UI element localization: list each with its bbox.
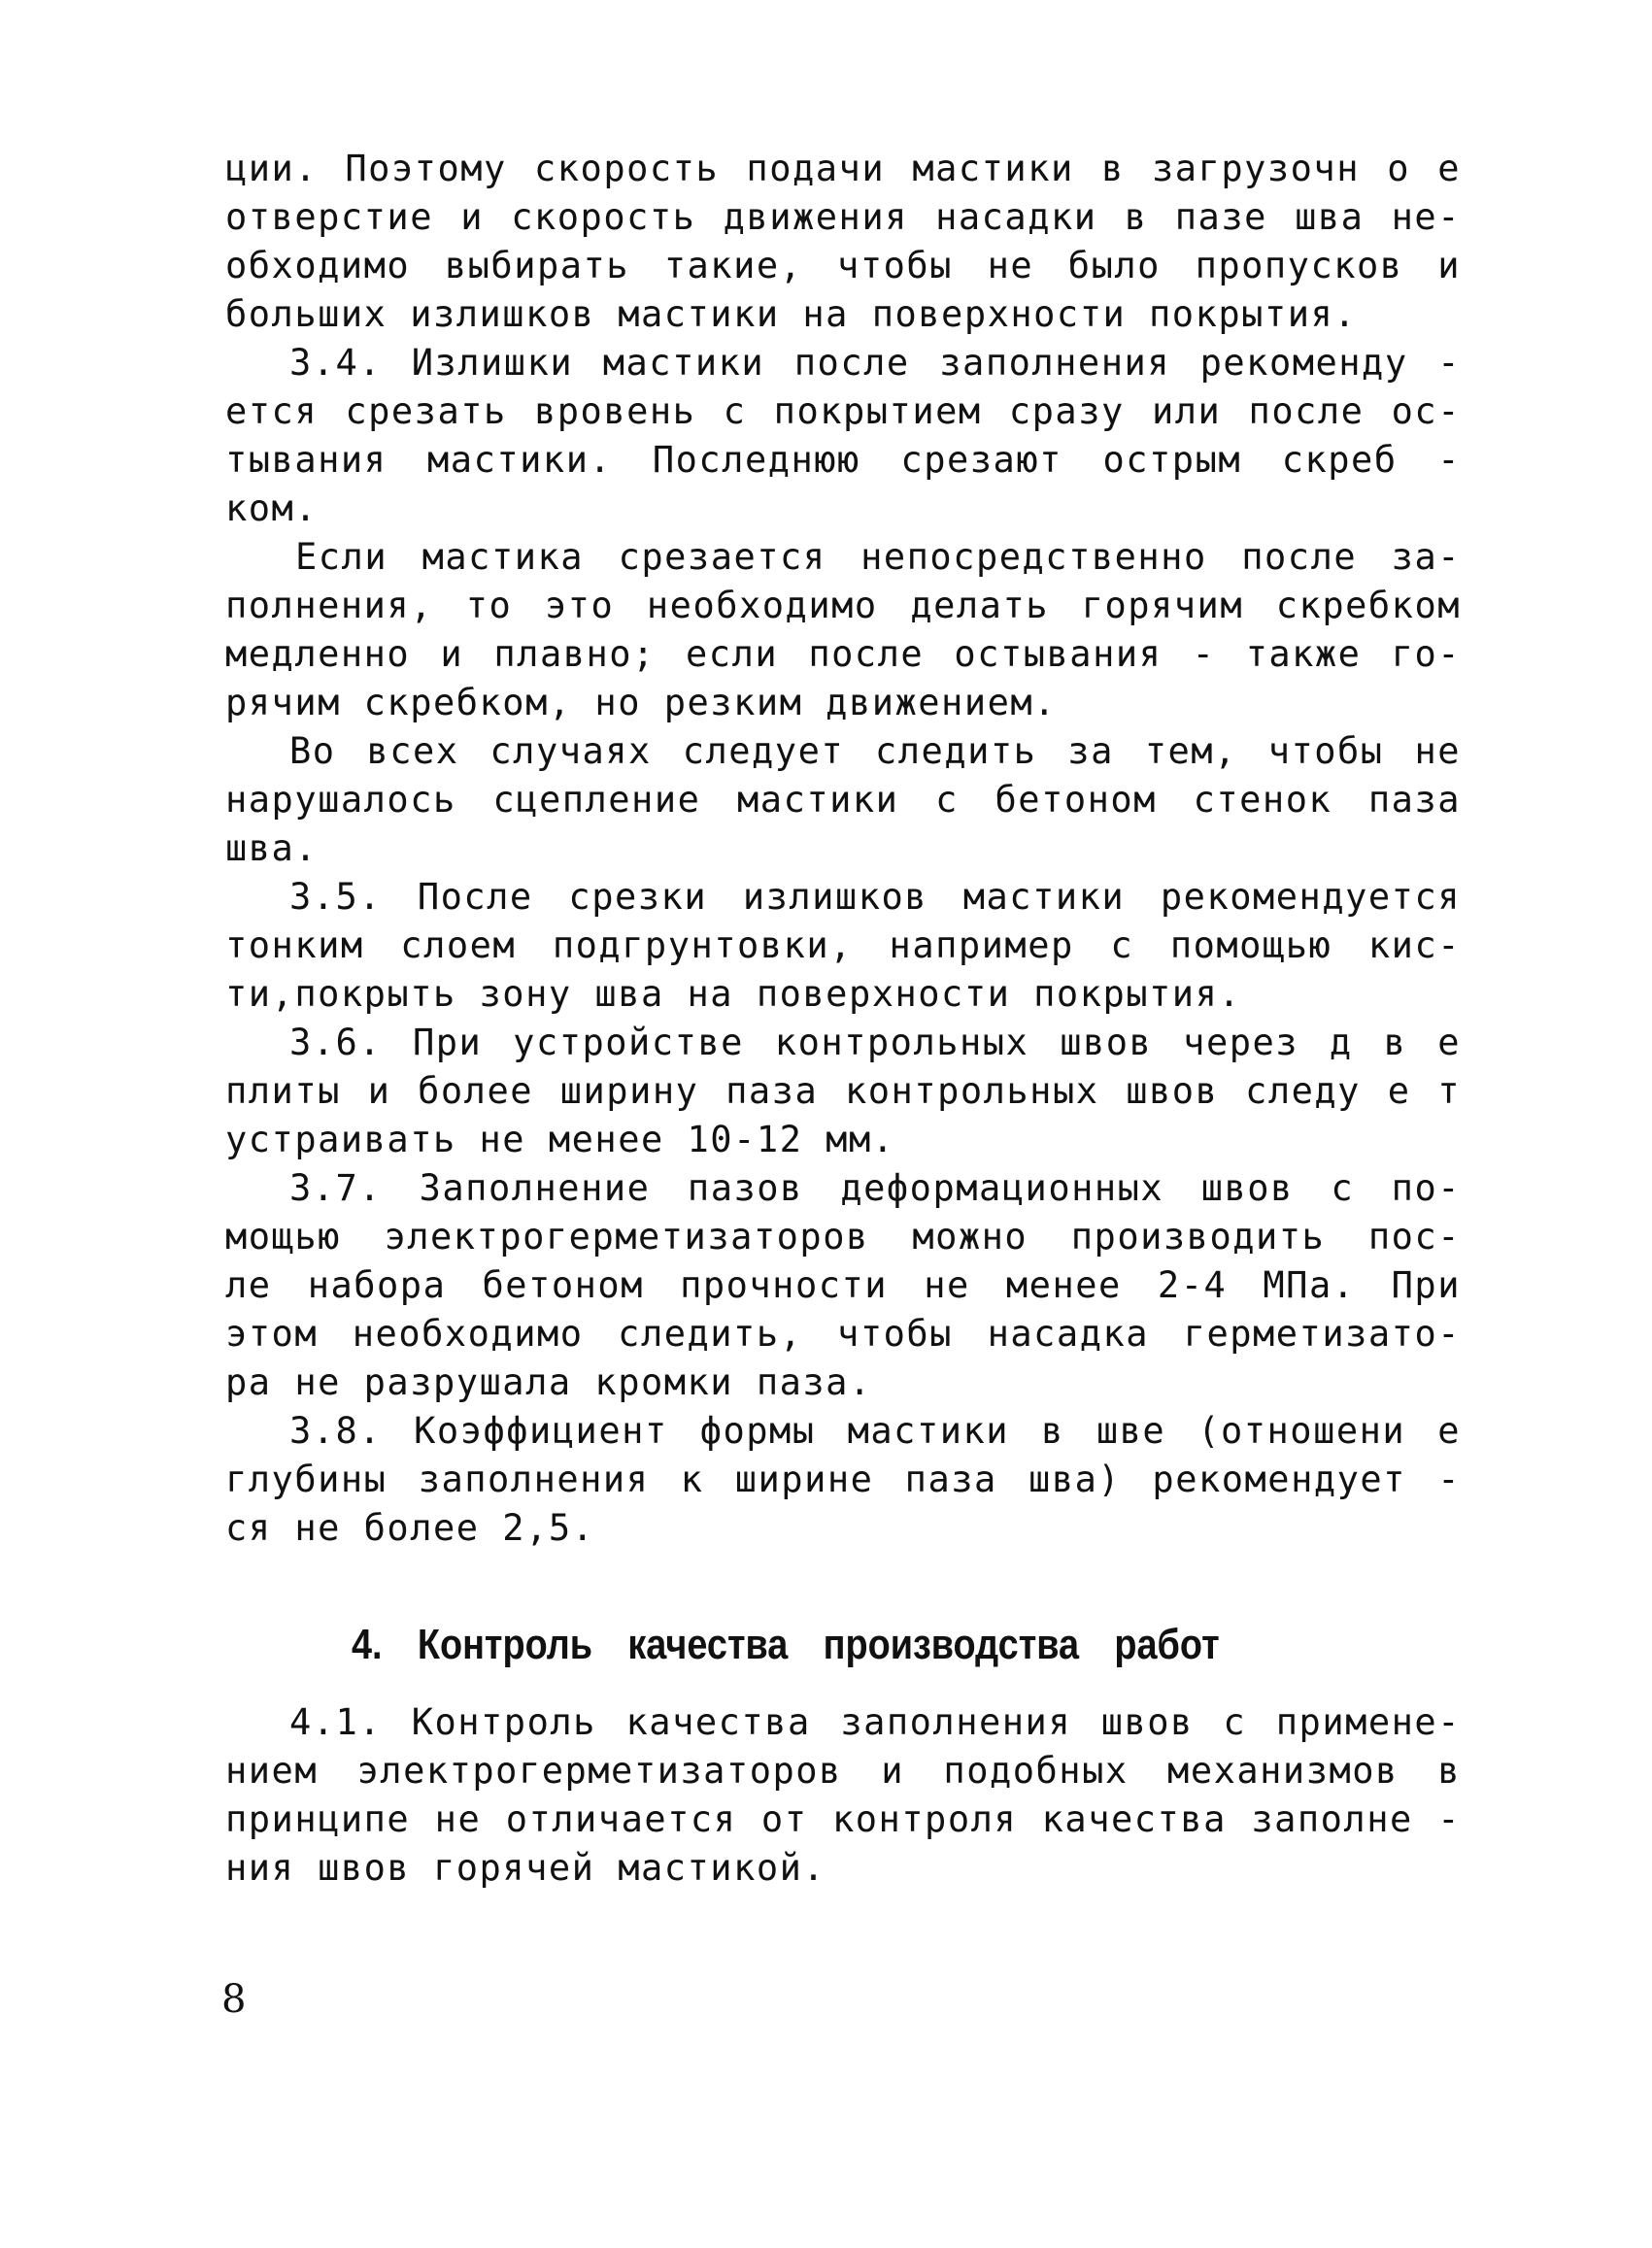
text-line: ции. Поэтому скорость подачи мастики в загрузочн о е — [225, 148, 1461, 189]
text-line: плиты и более ширину паза контрольных швов следу е т — [225, 1070, 1461, 1112]
text-line: отверстие и скорость движения насадки в пазе шва не- — [225, 196, 1461, 238]
clause-3-4-line: 3.4. Излишки мастики после заполнения рекоменду - — [289, 342, 1461, 384]
clause-4-1-line: 4.1. Контроль качества заполнения швов с примене- — [289, 1701, 1461, 1743]
text-line: медленно и плавно; если после остывания - также го- — [225, 633, 1461, 675]
text-line: устраивать не менее 10-12 мм. — [225, 1119, 895, 1160]
text-line: мощью электрогерметизаторов можно производить пос- — [225, 1216, 1461, 1258]
text-line: ется срезать вровень с покрытием сразу или после ос- — [225, 390, 1461, 432]
text-line: ра не разрушала кромки паза. — [225, 1361, 872, 1403]
text-line: нарушалось сцепление мастики с бетоном стенок паза — [225, 779, 1461, 821]
text-line: обходимо выбирать такие, чтобы не было пропусков и — [225, 245, 1461, 286]
text-line: глубины заполнения к ширине паза шва) рекомендует - — [225, 1459, 1461, 1500]
text-line: Если мастика срезается непосредственно после за- — [295, 536, 1461, 578]
text-line: принципе не отличается от контроля качества заполне - — [225, 1798, 1461, 1840]
text-line: этом необходимо следить, чтобы насадка герметизато- — [225, 1313, 1461, 1355]
clause-3-8-line: 3.8. Коэффициент формы мастики в шве (отношени е — [289, 1410, 1461, 1452]
text-line: ния швов горячей мастикой. — [225, 1847, 826, 1889]
text-line: ся не более 2,5. — [225, 1507, 595, 1549]
text-line: тывания мастики. Последнюю срезают острым скреб - — [225, 439, 1461, 481]
text-line: ле набора бетоном прочности не менее 2-4 МПа. При — [225, 1264, 1461, 1306]
text-line: ти,покрыть зону шва на поверхности покрытия. — [225, 973, 1242, 1015]
section-4-heading: 4. Контроль качества производства работ — [352, 1621, 1220, 1668]
text-line: ком. — [225, 487, 319, 529]
text-line: нием электрогерметизаторов и подобных механизмов в — [225, 1750, 1461, 1792]
text-line: Во всех случаях следует следить за тем, чтобы не — [289, 730, 1461, 772]
text-line: больших излишков мастики на поверхности покрытия. — [225, 293, 1358, 335]
clause-3-5-line: 3.5. После срезки излишков мастики рекомендуется — [289, 876, 1461, 918]
page-number: 8 — [221, 1977, 247, 2022]
text-line: рячим скребком, но резким движением. — [225, 682, 1057, 723]
text-line: полнения, то это необходимо делать горячим скребком — [225, 585, 1461, 626]
text-line: шва. — [225, 827, 319, 869]
clause-3-7-line: 3.7. Заполнение пазов деформационных швов с по- — [289, 1167, 1461, 1209]
clause-3-6-line: 3.6. При устройстве контрольных швов через д в е — [289, 1022, 1461, 1063]
text-line: тонким слоем подгрунтовки, например с помощью кис- — [225, 924, 1461, 966]
